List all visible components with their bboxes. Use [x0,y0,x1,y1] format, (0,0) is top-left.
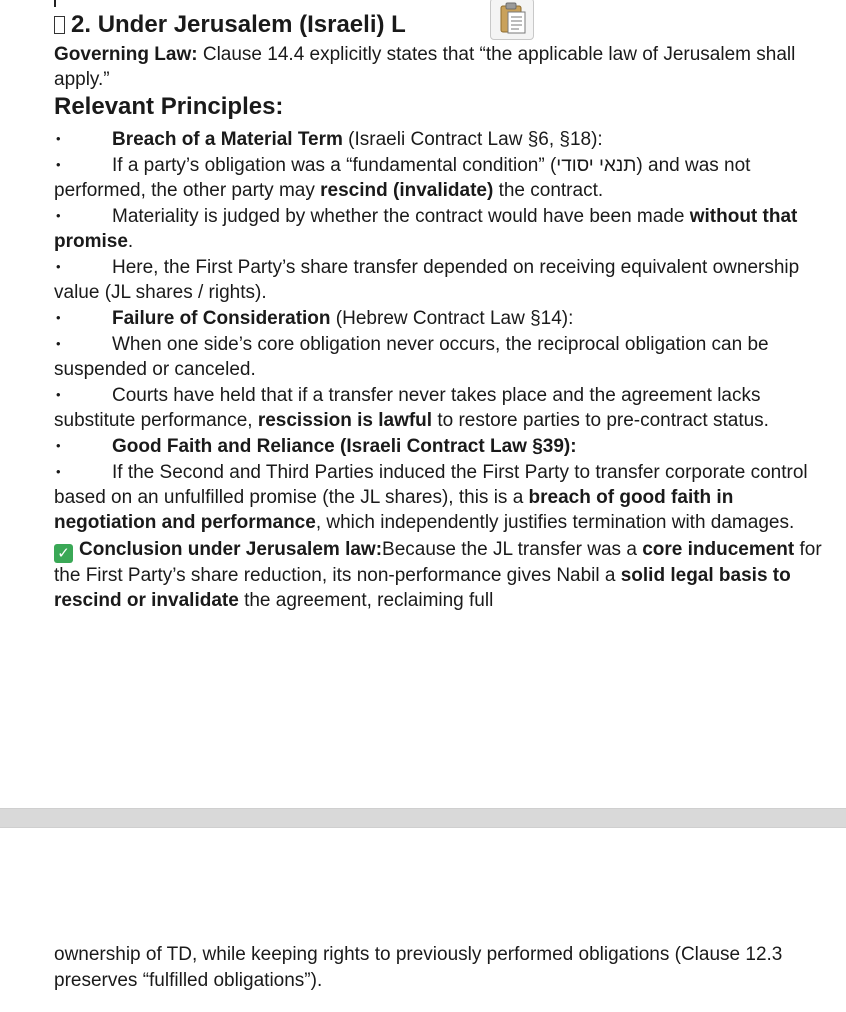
bullet-text: the contract. [493,180,604,201]
conclusion-text: for the First Party’s share reduction, its non-performance gives Nabil a [54,539,822,586]
checkmark-icon: ✓ [54,544,73,563]
bullet-bold-text: Good Faith and Reliance (Israeli Contract Law §39): [112,436,577,457]
principles-heading: Relevant Principles: [54,93,284,120]
bullet-bold-text: rescind (invalidate) [320,180,494,201]
bullet-bold-text: rescission is lawful [257,410,433,431]
bullet-dot-icon [54,433,112,458]
bullet-bold-text: Breach of a Material Term [112,129,343,150]
bullet-text: Here, the First Party’s share transfer depended on receiving equivalent ownership value (JL shares / rights). [54,257,800,303]
governing-law-text: Clause 14.4 explicitly states that “the applicable law of Jerusalem shall apply.” [54,44,796,90]
bullet-text: to restore parties to pre-contract status. [432,410,769,431]
bullet-text: If the Second and Third Parties induced the First Party to transfer corporate control based on an unfulfilled promise (the JL shares), this is a [54,462,808,508]
bullet-dot-icon [54,459,112,484]
bullet-dot-icon [54,254,112,279]
bullet-text: ) and was not performed, the other party may [54,155,751,201]
missing-glyph-icon [54,16,65,34]
bullet-bold-text: without that promise [54,206,798,252]
bullet-dot-icon [54,203,112,228]
continued-paragraph: ownership of TD, while keeping rights to previously performed obligations (Clause 12.3 preserves “fulfilled obligations”). [54,944,783,991]
section-heading [54,8,834,42]
bullet-text: , which independently justifies termination with damages. [315,512,795,533]
bullet-item [54,203,834,254]
section-title: Under Jerusalem (Israeli) L [97,11,406,38]
page-break-separator [0,808,846,828]
paste-options-icon[interactable] [490,0,534,40]
bullet-dot-icon [54,382,112,407]
bullet-dot-icon [54,305,112,330]
bullet-item [54,331,834,382]
bullet-text: . [127,231,134,252]
bullet-dot-icon [54,152,112,177]
hebrew-term: תנאי יסודי [556,155,637,176]
conclusion-text: the agreement, reclaiming full [238,590,494,611]
bullet-dot-icon [54,126,112,151]
conclusion-bold-text: core inducement [642,539,795,560]
bullet-item [54,152,834,203]
bullet-item [54,254,834,305]
bullet-bold-text: Failure of Consideration [112,308,331,329]
text-cursor [54,0,56,7]
governing-law-label: Governing Law: [54,44,198,65]
bullet-text: When one side’s core obligation never occurs, the reciprocal obligation can be suspended or canceled. [54,334,769,380]
bullet-bold-text: breach of good faith in negotiation and performance [54,487,734,533]
bullet-text: (Israeli Contract Law §6, §18): [342,129,603,150]
bullet-text: If a party’s obligation was a “fundamental condition” ( [112,155,557,176]
conclusion-paragraph [54,537,834,613]
conclusion-label: Conclusion under Jerusalem law: [79,539,383,560]
bullet-item [54,433,834,459]
bullet-dot-icon [54,331,112,356]
bullet-text: (Hebrew Contract Law §14): [330,308,574,329]
bullet-item [54,382,834,433]
bullet-text: Materiality is judged by whether the contract would have been made [112,206,690,227]
section-number: 2. [71,11,92,38]
governing-law-paragraph [54,42,834,92]
bullet-text: Courts have held that if a transfer never takes place and the agreement lacks substitute performance, [54,385,761,431]
bullet-item [54,459,834,535]
document-content [54,8,834,613]
conclusion-bold-text: solid legal basis to rescind or invalidate [54,565,791,611]
bullet-item [54,305,834,331]
conclusion-text: Because the JL transfer was a [382,539,643,560]
bullet-item [54,126,834,152]
